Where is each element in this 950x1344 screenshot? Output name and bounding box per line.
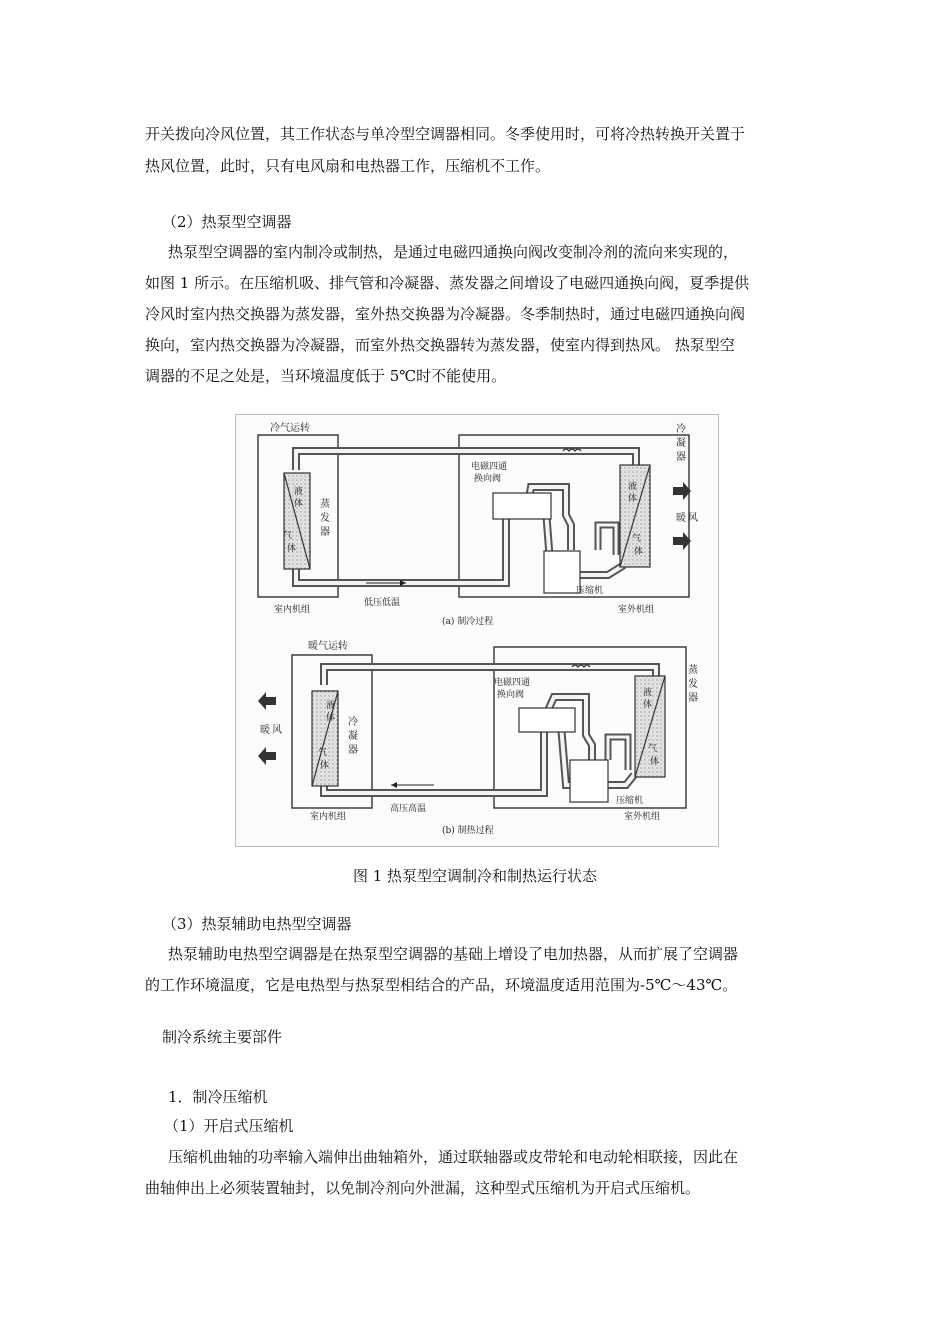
wind-arrow-icon <box>673 482 691 500</box>
paragraph-line: 曲轴伸出上必须装置轴封，以免制冷剂向外泄漏，这种型式压缩机为开启式压缩机。 <box>145 1179 701 1197</box>
liquid-label: 体 <box>628 494 638 504</box>
wind-label: 暖 <box>260 725 270 736</box>
valve-label: 换向阀 <box>497 690 525 700</box>
paragraph-line: 热泵型空调器的室内制冷或制热，是通过电磁四通换向阀改变制冷剂的流向来实现的， <box>168 243 739 261</box>
paragraph-line: 换向，室内热交换器为冷凝器，而室外热交换器转为蒸发器，使室内得到热风。 热泵型空 <box>145 336 735 354</box>
unit-label: 室内机组 <box>310 812 347 822</box>
hx-label: 凝 <box>676 438 686 449</box>
paragraph-line: 热风位置，此时，只有电风扇和电热器工作，压缩机不工作。 <box>145 157 551 175</box>
paragraph-line: 热泵辅助电热型空调器是在热泵型空调器的基础上增设了电加热器，从而扩展了空调器 <box>168 945 739 963</box>
section-heading: 制冷系统主要部件 <box>162 1028 283 1046</box>
pipe <box>296 515 526 583</box>
hx-label: 器 <box>688 693 698 704</box>
gas-label: 气 <box>632 534 642 544</box>
unit-label: 室外机组 <box>618 605 655 615</box>
panel-heating <box>258 639 698 836</box>
wind-label: 暖 <box>676 513 686 524</box>
hx-label: 凝 <box>348 731 358 742</box>
gas-label: 体 <box>287 544 297 554</box>
gas-label: 体 <box>634 547 644 557</box>
compressor <box>544 551 580 593</box>
gas-label: 气 <box>283 531 293 541</box>
unit-label: 室外机组 <box>624 812 661 822</box>
valve-label: 电磁四通 <box>471 462 508 472</box>
four-way-valve <box>519 708 575 732</box>
liquid-label: 体 <box>326 713 336 723</box>
wind-label: 风 <box>272 725 282 736</box>
section-heading: （3）热泵辅助电热型空调器 <box>162 915 352 933</box>
panel-caption: (a) 制冷过程 <box>442 617 494 627</box>
liquid-label: 液 <box>326 701 336 711</box>
liquid-label: 液 <box>643 688 653 698</box>
gas-label: 气 <box>318 748 328 758</box>
figure-caption: 图 1 热泵型空调制冷和制热运行状态 <box>352 867 598 885</box>
hx-label: 蒸 <box>688 665 698 676</box>
hx-label: 器 <box>320 527 330 538</box>
paragraph-line: 调器的不足之处是，当环境温度低于 5℃时不能使用。 <box>145 367 507 385</box>
hx-label: 冷 <box>676 424 686 435</box>
section-heading: 1．制冷压缩机 <box>168 1088 268 1106</box>
mode-label: 暖气运转 <box>308 641 348 652</box>
panel-cooling <box>258 421 698 627</box>
gas-label: 体 <box>650 757 660 767</box>
valve-label: 电磁四通 <box>494 678 531 688</box>
compressor-label: 压缩机 <box>576 586 604 596</box>
gas-label: 气 <box>648 744 658 754</box>
liquid-label: 体 <box>643 700 653 710</box>
wind-arrow-icon <box>258 692 276 710</box>
hx-label: 冷 <box>348 717 358 728</box>
mode-label: 冷气运转 <box>270 423 310 434</box>
paragraph-line: 压缩机曲轴的功率输入端伸出曲轴箱外，通过联轴器或皮带轮和电动轮相联接，因此在 <box>168 1148 739 1166</box>
pipe <box>324 667 656 685</box>
compressor-label: 压缩机 <box>616 796 644 806</box>
paragraph-line: 冷风时室内热交换器为蒸发器，室外热交换器为冷凝器。冬季制热时，通过电磁四通换向阀 <box>145 305 746 323</box>
hx-label: 发 <box>320 513 330 524</box>
compressor <box>570 760 608 802</box>
wind-arrow-icon <box>258 747 276 765</box>
valve-label: 换向阀 <box>474 474 502 484</box>
liquid-label: 液 <box>294 487 304 497</box>
wind-label: 风 <box>688 513 698 524</box>
liquid-label: 液 <box>628 482 638 492</box>
hx-label: 发 <box>688 679 698 690</box>
pipe <box>296 451 636 470</box>
paragraph-line: 如图 1 所示。在压缩机吸、排气管和冷凝器、蒸发器之间增设了电磁四通换向阀，夏季提供 <box>145 274 750 292</box>
hx-label: 器 <box>348 745 358 756</box>
gas-label: 体 <box>320 761 330 771</box>
paragraph-line: 开关拨向冷风位置，其工作状态与单冷型空调器相同。冬季使用时，可将冷热转换开关置于 <box>145 125 746 143</box>
section-heading: （2）热泵型空调器 <box>162 213 292 231</box>
heat-pump-diagram <box>235 414 719 847</box>
panel-caption: (b) 制热过程 <box>442 826 494 836</box>
unit-label: 室内机组 <box>274 605 311 615</box>
section-heading: （1）开启式压缩机 <box>164 1117 294 1135</box>
four-way-valve <box>493 493 551 519</box>
hx-label: 蒸 <box>320 499 330 510</box>
pipe-state-label: 高压高温 <box>390 804 427 814</box>
pipe-state-label: 低压低温 <box>364 598 401 608</box>
liquid-label: 体 <box>294 499 304 509</box>
wind-arrow-icon <box>673 532 691 550</box>
hx-label: 器 <box>676 452 686 463</box>
paragraph-line: 的工作环境温度，它是电热型与热泵型相结合的产品，环境温度适用范围为-5℃～43℃。 <box>145 976 738 994</box>
